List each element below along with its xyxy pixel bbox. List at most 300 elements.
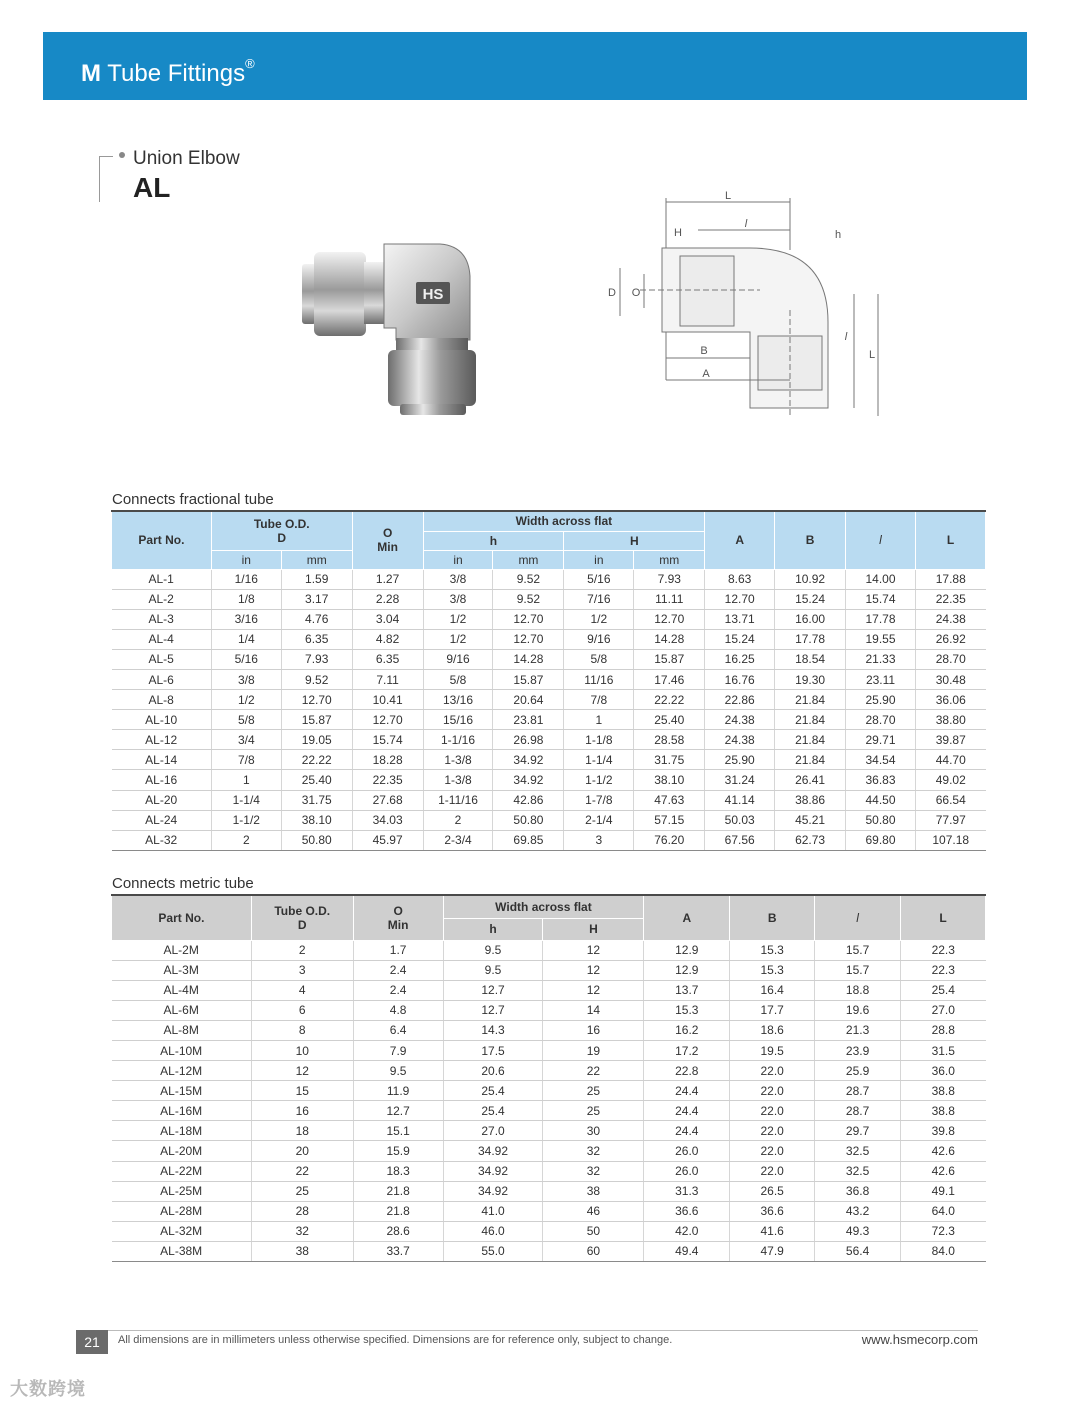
table-row	[112, 1241, 986, 1261]
table-cell: 10.92	[775, 569, 846, 589]
table-cell: 42.0	[644, 1221, 730, 1241]
bottom-collar	[396, 338, 468, 352]
col-o-min	[352, 511, 423, 569]
table-cell: 1-3/8	[423, 770, 493, 790]
table-cell: 2	[251, 940, 353, 960]
table-cell: 5/8	[564, 649, 634, 669]
table-cell: 26.0	[644, 1141, 730, 1161]
table-row	[112, 1161, 986, 1181]
part-number-cell: AL-38M	[112, 1241, 252, 1261]
label-l-top: l	[744, 218, 748, 230]
table-cell: 50.80	[846, 810, 916, 830]
product-heading	[99, 148, 299, 204]
table-cell: 1-11/16	[423, 790, 493, 810]
table-cell: 25.90	[846, 690, 916, 710]
table-cell: 15/16	[423, 710, 493, 730]
table-cell: 38.10	[281, 810, 352, 830]
table-cell: 4.8	[353, 1000, 443, 1020]
table-cell: 15.87	[281, 710, 352, 730]
table-cell: 12.70	[493, 609, 564, 629]
table-cell: 38.86	[775, 790, 846, 810]
table-cell: 12	[543, 960, 644, 980]
part-number-cell: AL-20M	[112, 1141, 252, 1161]
table-row	[112, 589, 986, 609]
table-cell: 29.71	[846, 730, 916, 750]
part-number-cell: AL-12	[112, 730, 212, 750]
table-cell: 19	[543, 1040, 644, 1060]
table-cell: 11/16	[564, 669, 634, 689]
table-cell: 22	[251, 1161, 353, 1181]
col-a: A	[644, 895, 730, 940]
col-l-large: L	[901, 895, 986, 940]
col-a: A	[705, 511, 775, 569]
table-cell: 30	[543, 1121, 644, 1141]
table-cell: 34.54	[846, 750, 916, 770]
watermark: 大数跨境	[10, 1379, 86, 1399]
table-cell: 15	[251, 1081, 353, 1101]
table-cell: 10	[251, 1040, 353, 1060]
table-cell: 14	[543, 1000, 644, 1020]
table-cell: 17.7	[730, 1000, 815, 1020]
label-L-right: L	[868, 349, 876, 361]
table-cell: 3/8	[423, 569, 493, 589]
table-cell: 21.84	[775, 730, 846, 750]
table-cell: 25.40	[634, 710, 705, 730]
table-row	[112, 569, 986, 589]
table-cell: 6.4	[353, 1020, 443, 1040]
metric-table	[111, 894, 986, 1262]
table-cell: 12.70	[352, 710, 423, 730]
website-link[interactable]: www.hsmecorp.com	[861, 1332, 978, 1347]
table-cell: 16.2	[644, 1020, 730, 1040]
part-number-cell: AL-25M	[112, 1181, 252, 1201]
table-cell: 17.46	[634, 669, 705, 689]
table-cell: 30.48	[915, 669, 985, 689]
table-cell: 2	[423, 810, 493, 830]
table-cell: 4	[251, 980, 353, 1000]
col-h-large: H	[564, 531, 705, 550]
part-number-cell: AL-20	[112, 790, 212, 810]
part-number-cell: AL-16M	[112, 1101, 252, 1121]
label-A: A	[702, 368, 710, 380]
table-cell: 28	[251, 1201, 353, 1221]
table-cell: 25	[543, 1081, 644, 1101]
table-cell: 28.7	[815, 1101, 901, 1121]
page-footer	[76, 1330, 978, 1352]
col-b: B	[730, 895, 815, 940]
table-cell: 32	[251, 1221, 353, 1241]
table-cell: 45.21	[775, 810, 846, 830]
table-cell: 55.0	[443, 1241, 543, 1261]
table-cell: 22.0	[730, 1061, 815, 1081]
table-cell: 22.0	[730, 1081, 815, 1101]
unit-in: in	[423, 550, 493, 569]
table-cell: 34.03	[352, 810, 423, 830]
table-cell: 16	[251, 1101, 353, 1121]
table-cell: 44.70	[915, 750, 985, 770]
table-cell: 17.2	[644, 1040, 730, 1060]
table-cell: 15.7	[815, 960, 901, 980]
table-cell: 1.7	[353, 940, 443, 960]
table-cell: 6.35	[281, 629, 352, 649]
label-L-top: L	[724, 190, 732, 202]
table-cell: 17.78	[846, 609, 916, 629]
table-cell: 76.20	[634, 830, 705, 850]
part-number-cell: AL-5	[112, 649, 212, 669]
table-cell: 24.38	[705, 730, 775, 750]
table-cell: 28.70	[915, 649, 985, 669]
table-row	[112, 710, 986, 730]
table-cell: 57.15	[634, 810, 705, 830]
table-row	[112, 1040, 986, 1060]
table-cell: 15.3	[644, 1000, 730, 1020]
table-cell: 15.7	[815, 940, 901, 960]
table-cell: 33.7	[353, 1241, 443, 1261]
table-cell: 7.9	[353, 1040, 443, 1060]
table-row	[112, 629, 986, 649]
table-cell: 34.92	[443, 1141, 543, 1161]
part-number-cell: AL-6M	[112, 1000, 252, 1020]
table-cell: 20.6	[443, 1061, 543, 1081]
table-cell: 50	[543, 1221, 644, 1241]
left-tube-stub	[302, 264, 316, 324]
table-cell: 5/16	[564, 569, 634, 589]
table-row	[112, 1181, 986, 1201]
table-cell: 56.4	[815, 1241, 901, 1261]
table-cell: 1/16	[211, 569, 281, 589]
table-cell: 69.80	[846, 830, 916, 850]
part-number-cell: AL-32	[112, 830, 212, 850]
table-cell: 16	[543, 1020, 644, 1040]
table-cell: 24.4	[644, 1101, 730, 1121]
bottom-nut-outline	[758, 336, 822, 390]
table-cell: 38.10	[634, 770, 705, 790]
table-row	[112, 770, 986, 790]
table-cell: 23.11	[846, 669, 916, 689]
table-cell: 1/2	[423, 629, 493, 649]
brand-letter: M	[81, 60, 101, 87]
table-cell: 9.52	[281, 669, 352, 689]
table-cell: 7/8	[211, 750, 281, 770]
product-name: Union Elbow	[133, 148, 240, 169]
table-cell: 13.71	[705, 609, 775, 629]
part-number-cell: AL-2M	[112, 940, 252, 960]
table-cell: 2-3/4	[423, 830, 493, 850]
table-cell: 3/8	[211, 669, 281, 689]
table-cell: 16.25	[705, 649, 775, 669]
metric-caption: Connects metric tube	[112, 875, 254, 892]
table-cell: 24.4	[644, 1121, 730, 1141]
table-cell: 1/2	[564, 609, 634, 629]
table-cell: 31.3	[644, 1181, 730, 1201]
table-row	[112, 649, 986, 669]
col-part-no: Part No.	[112, 895, 252, 940]
fractional-table	[111, 510, 986, 851]
o-label: O	[393, 903, 403, 918]
table-cell: 22.0	[730, 1101, 815, 1121]
table-cell: 6.35	[352, 649, 423, 669]
table-cell: 21.8	[353, 1201, 443, 1221]
table-cell: 66.54	[915, 790, 985, 810]
table-cell: 41.14	[705, 790, 775, 810]
table-cell: 19.6	[815, 1000, 901, 1020]
table-cell: 8	[251, 1020, 353, 1040]
table-cell: 12.9	[644, 940, 730, 960]
part-number-cell: AL-24	[112, 810, 212, 830]
part-number-cell: AL-12M	[112, 1061, 252, 1081]
table-cell: 9/16	[564, 629, 634, 649]
table-cell: 32	[543, 1141, 644, 1161]
table-cell: 31.24	[705, 770, 775, 790]
table-cell: 39.8	[901, 1121, 986, 1141]
table-cell: 34.92	[443, 1181, 543, 1201]
label-D: D	[608, 287, 616, 299]
table-row	[112, 810, 986, 830]
table-cell: 19.55	[846, 629, 916, 649]
table-cell: 28.8	[901, 1020, 986, 1040]
table-cell: 72.3	[901, 1221, 986, 1241]
col-width-across-flat: Width across flat	[443, 895, 644, 918]
table-cell: 7/8	[564, 690, 634, 710]
table-cell: 26.5	[730, 1181, 815, 1201]
table-cell: 22.3	[901, 960, 986, 980]
unit-in: in	[564, 550, 634, 569]
part-number-cell: AL-18M	[112, 1121, 252, 1141]
table-cell: 19.30	[775, 669, 846, 689]
table-row	[112, 1000, 986, 1020]
table-row	[112, 1141, 986, 1161]
table-cell: 62.73	[775, 830, 846, 850]
fractional-caption: Connects fractional tube	[112, 491, 274, 508]
table-cell: 41.6	[730, 1221, 815, 1241]
table-cell: 15.74	[846, 589, 916, 609]
table-row	[112, 940, 986, 960]
part-number-cell: AL-16	[112, 770, 212, 790]
table-cell: 36.83	[846, 770, 916, 790]
table-row	[112, 690, 986, 710]
table-cell: 15.1	[353, 1121, 443, 1141]
col-b: B	[775, 511, 846, 569]
table-cell: 49.02	[915, 770, 985, 790]
table-cell: 27.0	[901, 1000, 986, 1020]
table-row	[112, 750, 986, 770]
table-cell: 14.28	[634, 629, 705, 649]
table-cell: 24.38	[915, 609, 985, 629]
top-nut-outline	[680, 256, 734, 326]
table-row	[112, 960, 986, 980]
table-cell: 16.4	[730, 980, 815, 1000]
table-cell: 12.70	[281, 690, 352, 710]
table-cell: 1	[564, 710, 634, 730]
table-cell: 23.9	[815, 1040, 901, 1060]
table-cell: 25	[251, 1181, 353, 1201]
left-collar	[364, 262, 386, 324]
table-cell: 16.76	[705, 669, 775, 689]
table-cell: 38.80	[915, 710, 985, 730]
label-h: h	[834, 229, 842, 241]
table-cell: 42.86	[493, 790, 564, 810]
table-cell: 19.5	[730, 1040, 815, 1060]
table-cell: 3	[251, 960, 353, 980]
table-cell: 13.7	[644, 980, 730, 1000]
part-number-cell: AL-3	[112, 609, 212, 629]
tube-od-d: D	[297, 917, 307, 932]
table-cell: 11.9	[353, 1081, 443, 1101]
table-cell: 77.97	[915, 810, 985, 830]
table-cell: 38	[251, 1241, 353, 1261]
table-cell: 38.8	[901, 1101, 986, 1121]
table-cell: 42.6	[901, 1161, 986, 1181]
table-row	[112, 790, 986, 810]
technical-drawing	[600, 190, 890, 420]
table-cell: 31.75	[281, 790, 352, 810]
table-cell: 50.80	[493, 810, 564, 830]
table-cell: 12.70	[634, 609, 705, 629]
table-cell: 4.76	[281, 609, 352, 629]
table-cell: 25.4	[443, 1081, 543, 1101]
table-cell: 18.8	[815, 980, 901, 1000]
page-title	[81, 56, 255, 88]
table-cell: 3/8	[423, 589, 493, 609]
table-cell: 42.6	[901, 1141, 986, 1161]
part-number-cell: AL-4	[112, 629, 212, 649]
table-cell: 39.87	[915, 730, 985, 750]
col-tube-od	[251, 895, 353, 940]
table-cell: 9.52	[493, 569, 564, 589]
min-label: Min	[387, 917, 409, 932]
col-l-small: l	[815, 895, 901, 940]
label-H: H	[674, 227, 682, 239]
part-number-cell: AL-28M	[112, 1201, 252, 1221]
col-tube-od	[211, 511, 352, 550]
table-cell: 7.93	[634, 569, 705, 589]
table-cell: 31.5	[901, 1040, 986, 1060]
table-row	[112, 1020, 986, 1040]
table-cell: 2.4	[353, 980, 443, 1000]
table-cell: 1/4	[211, 629, 281, 649]
table-cell: 1	[211, 770, 281, 790]
table-cell: 15.87	[493, 669, 564, 689]
part-number-cell: AL-2	[112, 589, 212, 609]
table-cell: 15.87	[634, 649, 705, 669]
table-cell: 22.35	[915, 589, 985, 609]
metric-table-body	[112, 940, 986, 1262]
table-cell: 5/8	[211, 710, 281, 730]
table-cell: 26.41	[775, 770, 846, 790]
table-row	[112, 669, 986, 689]
table-cell: 1/2	[423, 609, 493, 629]
table-cell: 3.17	[281, 589, 352, 609]
table-cell: 12.7	[443, 1000, 543, 1020]
table-cell: 9.52	[493, 589, 564, 609]
table-cell: 1-1/16	[423, 730, 493, 750]
table-cell: 22.3	[901, 940, 986, 960]
table-cell: 2.4	[353, 960, 443, 980]
table-cell: 67.56	[705, 830, 775, 850]
table-cell: 20	[251, 1141, 353, 1161]
table-cell: 25.90	[705, 750, 775, 770]
table-cell: 44.50	[846, 790, 916, 810]
col-h-small: h	[423, 531, 564, 550]
table-cell: 34.92	[493, 750, 564, 770]
table-cell: 1-7/8	[564, 790, 634, 810]
table-cell: 1/8	[211, 589, 281, 609]
part-number-cell: AL-1	[112, 569, 212, 589]
registered-mark: ®	[245, 56, 255, 71]
table-cell: 10.41	[352, 690, 423, 710]
table-cell: 14.00	[846, 569, 916, 589]
table-cell: 21.84	[775, 750, 846, 770]
page-number: 21	[76, 1330, 108, 1354]
table-cell: 21.84	[775, 690, 846, 710]
table-cell: 12.7	[353, 1101, 443, 1121]
table-cell: 28.6	[353, 1221, 443, 1241]
table-row	[112, 1101, 986, 1121]
part-number-cell: AL-10	[112, 710, 212, 730]
table-cell: 26.92	[915, 629, 985, 649]
table-cell: 18.28	[352, 750, 423, 770]
table-cell: 22.0	[730, 1121, 815, 1141]
part-number-cell: AL-15M	[112, 1081, 252, 1101]
table-cell: 32	[543, 1161, 644, 1181]
table-cell: 8.63	[705, 569, 775, 589]
table-cell: 1-1/2	[211, 810, 281, 830]
table-cell: 7.93	[281, 649, 352, 669]
table-row	[112, 1221, 986, 1241]
table-cell: 12.70	[493, 629, 564, 649]
part-number-cell: AL-32M	[112, 1221, 252, 1241]
table-cell: 41.0	[443, 1201, 543, 1221]
table-cell: 3.04	[352, 609, 423, 629]
table-row	[112, 730, 986, 750]
table-cell: 7.11	[352, 669, 423, 689]
col-part-no: Part No.	[112, 511, 212, 569]
table-cell: 25	[543, 1101, 644, 1121]
part-number-cell: AL-22M	[112, 1161, 252, 1181]
table-cell: 84.0	[901, 1241, 986, 1261]
table-cell: 60	[543, 1241, 644, 1261]
table-cell: 29.7	[815, 1121, 901, 1141]
table-cell: 2.28	[352, 589, 423, 609]
table-cell: 38	[543, 1181, 644, 1201]
table-cell: 17.5	[443, 1040, 543, 1060]
table-row	[112, 1081, 986, 1101]
table-cell: 20.64	[493, 690, 564, 710]
table-cell: 12.7	[443, 980, 543, 1000]
min-label: Min	[377, 540, 398, 555]
table-cell: 16.00	[775, 609, 846, 629]
table-cell: 1.59	[281, 569, 352, 589]
table-cell: 22.0	[730, 1141, 815, 1161]
table-cell: 12	[543, 940, 644, 960]
part-number-cell: AL-8M	[112, 1020, 252, 1040]
tube-od-label: Tube O.D.	[274, 903, 331, 918]
fractional-table-body	[112, 569, 986, 850]
table-cell: 3/16	[211, 609, 281, 629]
table-cell: 49.1	[901, 1181, 986, 1201]
table-cell: 47.9	[730, 1241, 815, 1261]
table-cell: 43.2	[815, 1201, 901, 1221]
table-cell: 36.8	[815, 1181, 901, 1201]
col-l-small: l	[846, 511, 916, 569]
bullet-icon	[119, 152, 125, 158]
bottom-tube-stub	[400, 404, 466, 415]
table-cell: 49.4	[644, 1241, 730, 1261]
table-cell: 32.5	[815, 1141, 901, 1161]
table-cell: 15.74	[352, 730, 423, 750]
table-cell: 18.6	[730, 1020, 815, 1040]
table-cell: 1-1/4	[564, 750, 634, 770]
